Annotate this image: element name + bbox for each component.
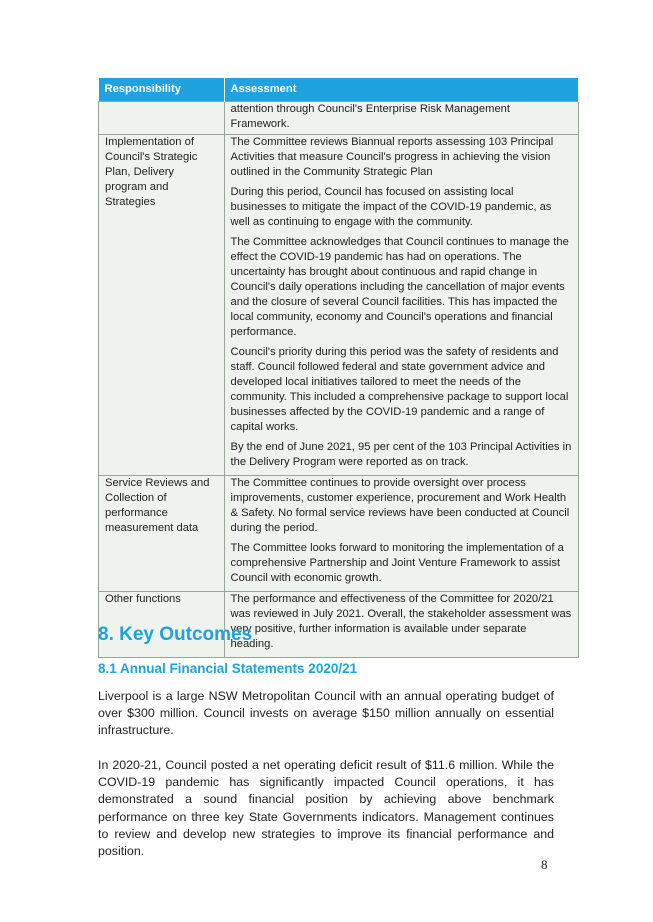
responsibility-cell <box>99 102 225 135</box>
table-row <box>99 135 579 476</box>
table-row <box>99 102 579 135</box>
assessment-text: Council's priority during this period was the safety of residents and staff. Council followed federal and state government advice and developed local initiatives tailored to meet the needs of the community. This included a comprehensive package to support local businesses affected by the COVID-19 pandemic and a range of capital works. <box>230 346 569 433</box>
subsection-heading: 8.1 Annual Financial Statements 2020/21 <box>98 661 358 676</box>
assessment-cell <box>224 592 578 658</box>
assessment-text: The Committee reviews Biannual reports assessing 103 Principal Activities that measure Council's progress in achieving the vision outlined in the Community Strategic Plan <box>230 136 554 178</box>
assessment-table <box>98 78 579 658</box>
assessment-text: attention through Council's Enterprise Risk Management Framework. <box>230 103 511 130</box>
section-heading: 8. Key Outcomes <box>98 624 253 645</box>
table-header-row <box>99 78 579 102</box>
table-row <box>99 476 579 592</box>
responsibility-cell: Implementation of Council's Strategic Plan, Delivery program and Strategies <box>99 135 225 476</box>
header-responsibility: Responsibility <box>99 78 225 102</box>
assessment-text: The Committee continues to provide oversight over process improvements, customer experience, procurement and Work Health & Safety. No formal service reviews have been conducted at Council during the period. <box>230 477 570 534</box>
page-number: 8 <box>541 857 548 872</box>
header-assessment: Assessment <box>224 78 578 102</box>
responsibility-cell: Other functions <box>99 592 225 658</box>
assessment-cell <box>224 102 578 135</box>
assessment-text: The Committee looks forward to monitoring the implementation of a comprehensive Partnership and Joint Venture Framework to assist Council with economic growth. <box>230 542 564 584</box>
responsibility-cell: Service Reviews and Collection of performance measurement data <box>99 476 225 592</box>
assessment-text: During this period, Council has focused on assisting local businesses to mitigate the impact of the COVID-19 pandemic, as well as continuing to engage with the community. <box>230 186 552 228</box>
body-paragraph: In 2020-21, Council posted a net operating deficit result of $11.6 million. While the COVID-19 pandemic has significantly impacted Council operations, it has demonstrated a sound financial position by achieving above benchmark performance on three key State Governments indicators. Management continues to review and develop new strategies to improve its financial performance and position. <box>98 758 554 859</box>
assessment-text: The performance and effectiveness of the Committee for 2020/21 was reviewed in July 2021. Overall, the stakeholder assessment was very positive, further information is available under separate heading. <box>230 593 572 650</box>
body-paragraph: Liverpool is a large NSW Metropolitan Council with an annual operating budget of over $300 million. Council invests on average $150 million annually on essential infrastructure. <box>98 689 554 738</box>
assessment-cell <box>224 135 578 476</box>
assessment-text: By the end of June 2021, 95 per cent of the 103 Principal Activities in the Delivery Program were reported as on track. <box>230 441 572 468</box>
assessment-text: The Committee acknowledges that Council continues to manage the effect the COVID-19 pandemic has had on operations. The uncertainty has brought about continuous and rapid change in Council's daily operations including the cancellation of major events and the closure of several Council facilities. This has impacted the local community, economy and Council's operations and financial performance. <box>230 236 569 338</box>
assessment-cell <box>224 476 578 592</box>
